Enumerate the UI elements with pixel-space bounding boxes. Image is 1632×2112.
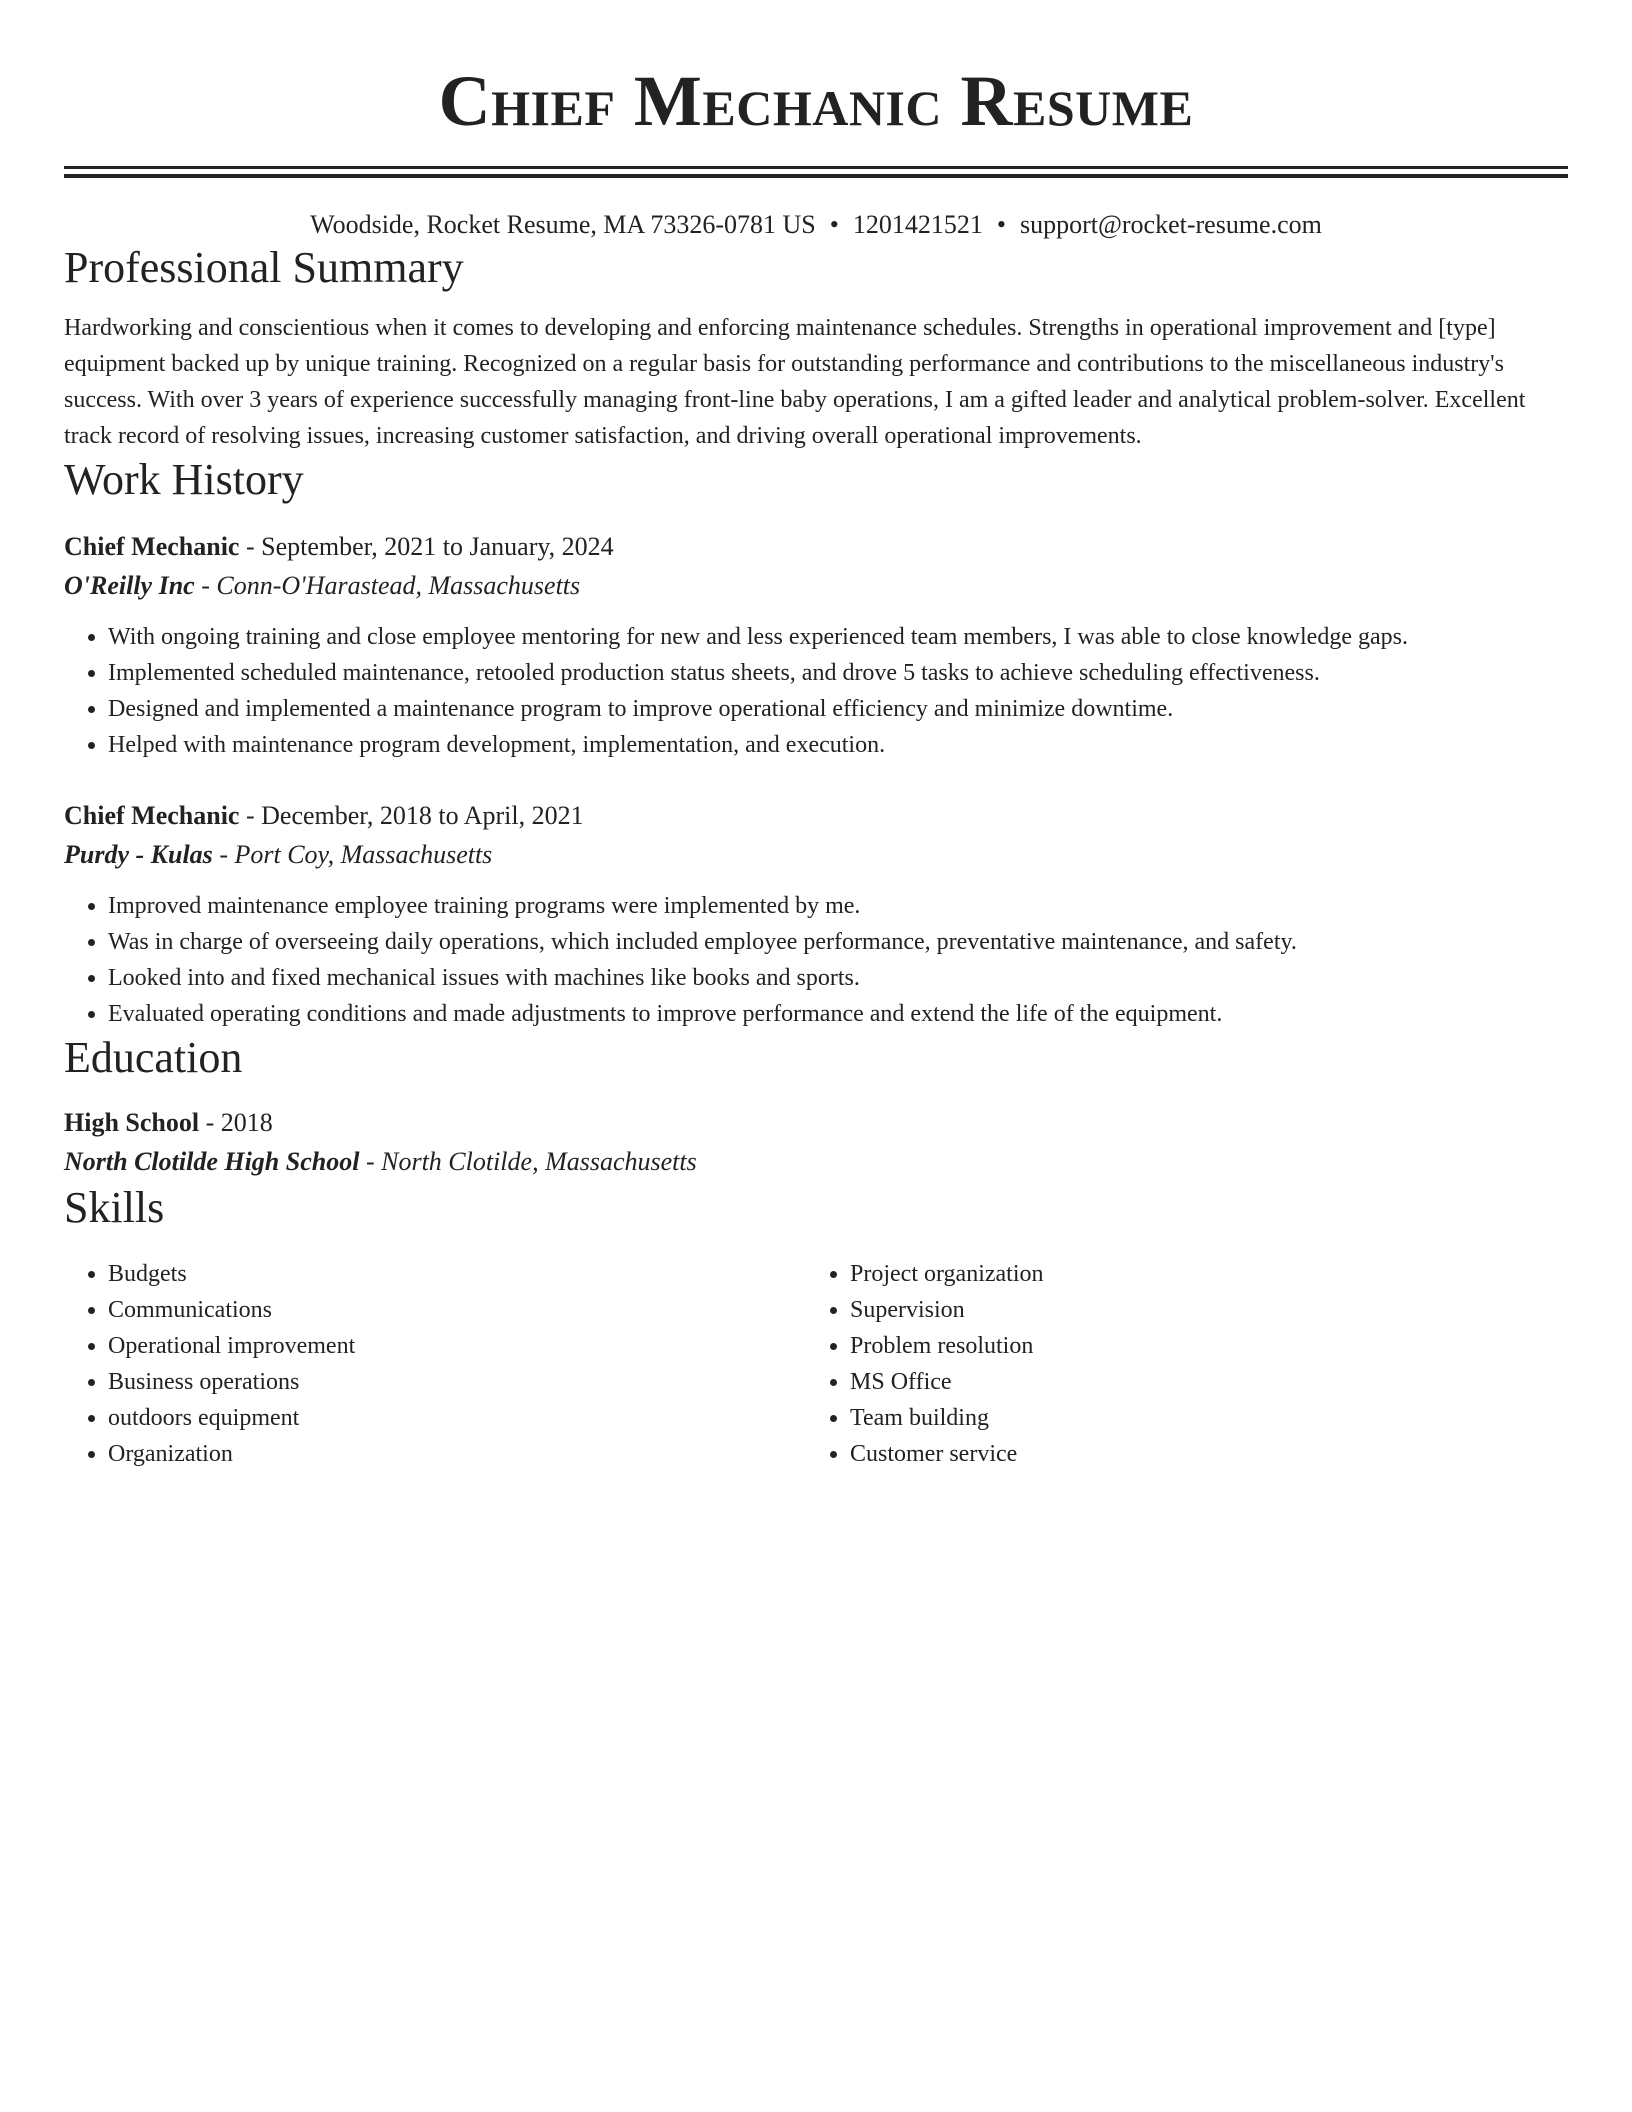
summary-heading: Professional Summary bbox=[64, 243, 464, 292]
contact-phone: 1201421521 bbox=[852, 210, 983, 239]
job-company: Purdy - Kulas bbox=[64, 840, 213, 869]
education-entry bbox=[64, 1104, 1568, 1182]
skills-heading: Skills bbox=[64, 1183, 165, 1232]
job-title: Chief Mechanic bbox=[64, 801, 240, 830]
job-bullet: • With ongoing training and close employee mentoring for new and less experienced team members, I was able to close knowledge gaps. bbox=[108, 619, 1568, 655]
skill-item: • Team building bbox=[850, 1400, 1548, 1436]
skill-item: • Supervision bbox=[850, 1292, 1548, 1328]
job-title-line bbox=[64, 528, 1568, 566]
job-entry bbox=[64, 797, 1568, 1032]
job-dates: - December, 2018 to April, 2021 bbox=[239, 801, 584, 830]
job-bullets bbox=[64, 888, 1568, 1032]
skill-item: • Project organization bbox=[850, 1256, 1548, 1292]
work-history-heading: Work History bbox=[64, 455, 304, 504]
job-entry bbox=[64, 528, 1568, 763]
skills-columns bbox=[64, 1256, 1568, 1472]
summary-text: Hardworking and conscientious when it comes to developing and enforcing maintenance schedules. Strengths in operational improvement and [type] equipment backed up by unique training. Recognized on a regular basis for outstanding performance and contributions to the miscellaneous industry's success. With over 3 years of experience successfully managing front-line baby operations, I am a gifted leader and analytical problem-solver. Excellent track record of resolving issues, increasing customer satisfaction, and driving overall operational improvements. bbox=[64, 315, 1526, 449]
job-location: - Port Coy, Massachusetts bbox=[212, 840, 493, 869]
skill-item: • Customer service bbox=[850, 1436, 1548, 1472]
contact-separator: • bbox=[829, 210, 839, 239]
job-company-line bbox=[64, 566, 1568, 606]
education-school-line bbox=[64, 1142, 1568, 1182]
education-heading: Education bbox=[64, 1033, 243, 1082]
skill-item: • Budgets bbox=[108, 1256, 806, 1292]
job-company-line bbox=[64, 835, 1568, 875]
skill-item: • outdoors equipment bbox=[108, 1400, 806, 1436]
job-company: O'Reilly Inc bbox=[64, 571, 195, 600]
contact-separator: • bbox=[996, 210, 1006, 239]
job-title-line bbox=[64, 797, 1568, 835]
education-location: - North Clotilde, Massachusetts bbox=[359, 1147, 697, 1176]
skill-item: • Business operations bbox=[108, 1364, 806, 1400]
job-bullet: • Looked into and fixed mechanical issues with machines like books and sports. bbox=[108, 960, 1568, 996]
job-bullet: • Improved maintenance employee training programs were implemented by me. bbox=[108, 888, 1568, 924]
skills-left-column bbox=[64, 1256, 806, 1472]
job-bullet: • Designed and implemented a maintenance program to improve operational efficiency and minimize downtime. bbox=[108, 691, 1568, 727]
job-dates: - September, 2021 to January, 2024 bbox=[239, 532, 614, 561]
job-location: - Conn-O'Harastead, Massachusetts bbox=[194, 571, 581, 600]
skill-item: • Problem resolution bbox=[850, 1328, 1548, 1364]
education-year: - 2018 bbox=[199, 1108, 273, 1137]
skill-item: • Operational improvement bbox=[108, 1328, 806, 1364]
skill-item: • Organization bbox=[108, 1436, 806, 1472]
job-title: Chief Mechanic bbox=[64, 532, 240, 561]
skills-right-column bbox=[806, 1256, 1548, 1472]
title-divider bbox=[64, 166, 1568, 169]
education-degree: High School bbox=[64, 1108, 200, 1137]
contact-address: Woodside, Rocket Resume, MA 73326-0781 US bbox=[310, 210, 816, 239]
resume-title: Chief Mechanic Resume bbox=[438, 61, 1194, 141]
skill-item: • MS Office bbox=[850, 1364, 1548, 1400]
job-bullets bbox=[64, 619, 1568, 763]
job-bullet: • Implemented scheduled maintenance, retooled production status sheets, and drove 5 tasks to achieve scheduling effectiveness. bbox=[108, 655, 1568, 691]
education-school: North Clotilde High School bbox=[64, 1147, 360, 1176]
job-bullet: • Helped with maintenance program development, implementation, and execution. bbox=[108, 727, 1568, 763]
job-bullet: • Was in charge of overseeing daily operations, which included employee performance, preventative maintenance, and safety. bbox=[108, 924, 1568, 960]
skill-item: • Communications bbox=[108, 1292, 806, 1328]
education-degree-line bbox=[64, 1104, 1568, 1142]
contact-email[interactable]: support@rocket-resume.com bbox=[1019, 210, 1322, 239]
contact-line bbox=[64, 208, 1568, 242]
job-bullet: • Evaluated operating conditions and made adjustments to improve performance and extend the life of the equipment. bbox=[108, 996, 1568, 1032]
